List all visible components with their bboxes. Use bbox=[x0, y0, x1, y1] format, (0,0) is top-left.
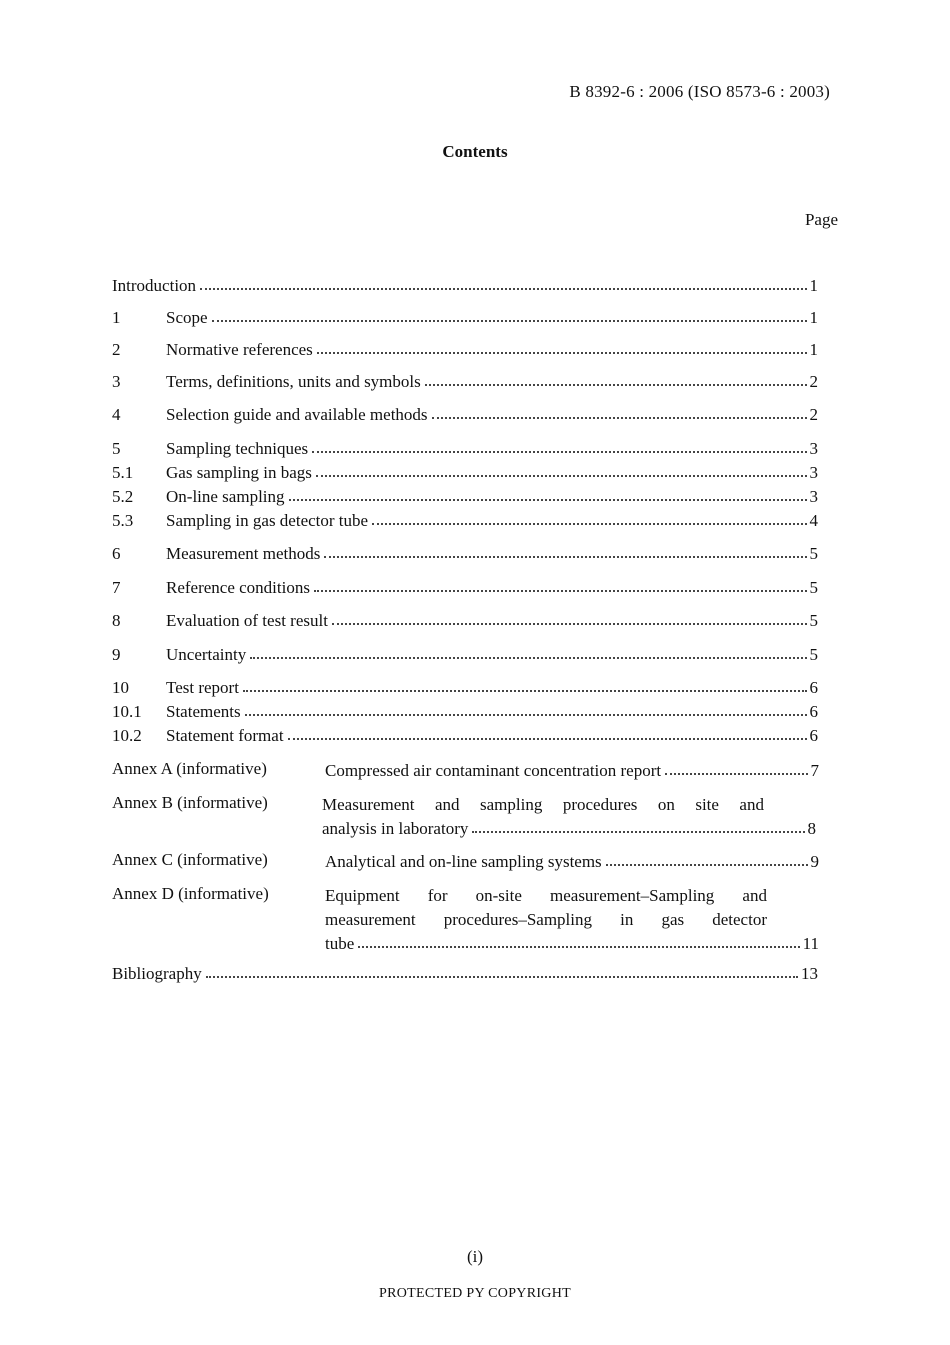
toc-entry-label: Sampling techniques bbox=[166, 439, 309, 458]
annex-title-line: analysis in laboratory bbox=[322, 819, 469, 838]
toc-entry-number: 10.1 bbox=[112, 702, 142, 721]
toc-entry[interactable] bbox=[112, 485, 818, 507]
annex-title bbox=[325, 882, 819, 954]
copyright-notice: PROTECTED PY COPYRIGHT bbox=[379, 1286, 571, 1301]
dot-leader bbox=[372, 523, 806, 525]
annex-title-word: site bbox=[695, 795, 719, 814]
toc-entry-number: 3 bbox=[112, 372, 121, 391]
annex-title-word: for bbox=[427, 886, 448, 905]
toc-entry-label: Statement format bbox=[166, 726, 284, 745]
annex-title-word: and bbox=[742, 886, 767, 905]
dot-leader bbox=[606, 864, 808, 866]
toc-entry-label: Normative references bbox=[166, 340, 313, 359]
annex-title-word: procedures bbox=[562, 795, 638, 814]
toc-entry-page: 3 bbox=[809, 439, 818, 458]
toc-entry-number: 1 bbox=[112, 308, 121, 327]
toc-entry[interactable] bbox=[112, 542, 818, 564]
dot-leader bbox=[200, 288, 806, 290]
dot-leader bbox=[250, 657, 806, 659]
annex-title-word: and bbox=[435, 795, 460, 814]
dot-leader bbox=[358, 946, 799, 948]
dot-leader bbox=[665, 773, 807, 775]
dot-leader bbox=[288, 738, 807, 740]
annex-page: 9 bbox=[810, 852, 819, 871]
toc-entry-number: 7 bbox=[112, 578, 121, 597]
toc-entry-label: Reference conditions bbox=[166, 578, 310, 597]
annex-title-word: gas bbox=[661, 910, 685, 929]
toc-entry[interactable] bbox=[112, 724, 818, 746]
toc-entry-number: 5.1 bbox=[112, 463, 134, 482]
bibliography-label: Bibliography bbox=[112, 964, 202, 983]
toc-entry-number: 9 bbox=[112, 645, 121, 664]
annex-title-word: and bbox=[739, 795, 764, 814]
page-number: (i) bbox=[466, 1247, 484, 1266]
toc-entry-label: Selection guide and available methods bbox=[166, 405, 428, 424]
toc-entry-page: 6 bbox=[809, 726, 818, 745]
toc-entry-number: 10.2 bbox=[112, 726, 142, 745]
toc-entry[interactable] bbox=[112, 306, 818, 328]
toc-entry[interactable] bbox=[112, 274, 818, 296]
document-id: B 8392-6 : 2006 (ISO 8573-6 : 2003) bbox=[569, 82, 830, 101]
annex-title-word: on-site bbox=[475, 886, 522, 905]
toc-entry-label: Measurement methods bbox=[166, 544, 321, 563]
toc-entry[interactable] bbox=[112, 461, 818, 483]
annex-title bbox=[322, 791, 816, 839]
toc-entry-page: 2 bbox=[809, 372, 818, 391]
annex-title-word: sampling bbox=[480, 795, 543, 814]
toc-entry-page: 5 bbox=[809, 578, 818, 597]
toc-entry-page: 6 bbox=[809, 702, 818, 721]
page-title: Contents bbox=[442, 142, 508, 161]
toc-entry-label: Sampling in gas detector tube bbox=[166, 511, 369, 530]
bibliography-page: 13 bbox=[801, 964, 818, 983]
toc-entry[interactable] bbox=[112, 643, 818, 665]
toc-entry-number: 2 bbox=[112, 340, 121, 359]
toc-entry-number: 8 bbox=[112, 611, 121, 630]
page-column-header: Page bbox=[804, 210, 838, 229]
annex-title-word: procedures–Sampling bbox=[443, 910, 592, 929]
annex-title-word: measurement–Sampling bbox=[550, 886, 715, 905]
annex-label: Annex C (informative) bbox=[112, 850, 268, 869]
toc-entry-label: On-line sampling bbox=[166, 487, 285, 506]
annex-label: Annex B (informative) bbox=[112, 793, 268, 812]
dot-leader bbox=[472, 831, 804, 833]
dot-leader bbox=[425, 384, 807, 386]
annex-title-line: Analytical and on-line sampling systems bbox=[325, 852, 602, 871]
annex-title-word: Equipment bbox=[325, 886, 400, 905]
toc-entry[interactable] bbox=[112, 576, 818, 598]
toc-entry-label: Evaluation of test result bbox=[166, 611, 328, 630]
annex-label: Annex A (informative) bbox=[112, 759, 267, 778]
dot-leader bbox=[314, 590, 807, 592]
annex-title-line: Compressed air contaminant concentration report bbox=[325, 761, 662, 780]
toc-entry-label: Introduction bbox=[112, 276, 197, 295]
annex-title-word: detector bbox=[712, 910, 767, 929]
toc-entry-label: Uncertainty bbox=[166, 645, 247, 664]
toc-entry-number: 6 bbox=[112, 544, 121, 563]
toc-entry[interactable] bbox=[112, 509, 818, 531]
annex-title bbox=[325, 848, 819, 872]
dot-leader bbox=[432, 417, 807, 419]
annex-label: Annex D (informative) bbox=[112, 884, 269, 903]
annex-title-line: tube bbox=[325, 934, 355, 953]
toc-entry-page: 6 bbox=[809, 678, 818, 697]
dot-leader bbox=[243, 690, 807, 692]
toc-entry[interactable] bbox=[112, 437, 818, 459]
dot-leader bbox=[317, 352, 807, 354]
toc-entry-page: 5 bbox=[809, 645, 818, 664]
toc-entry[interactable] bbox=[112, 609, 818, 631]
toc-entry[interactable] bbox=[112, 338, 818, 360]
toc-entry[interactable] bbox=[112, 700, 818, 722]
toc-entry-page: 3 bbox=[809, 463, 818, 482]
dot-leader bbox=[206, 976, 798, 978]
toc-entry-number: 5 bbox=[112, 439, 121, 458]
toc-entry-label: Gas sampling in bags bbox=[166, 463, 312, 482]
toc-entry-page: 1 bbox=[809, 340, 818, 359]
toc-entry[interactable] bbox=[112, 676, 818, 698]
annex-title-word: in bbox=[620, 910, 634, 929]
toc-bibliography[interactable] bbox=[112, 962, 818, 984]
toc-entry-page: 5 bbox=[809, 544, 818, 563]
annex-title-word: Measurement bbox=[322, 795, 415, 814]
dot-leader bbox=[212, 320, 807, 322]
annex-title bbox=[325, 757, 819, 781]
toc-entry-label: Terms, definitions, units and symbols bbox=[166, 372, 421, 391]
annex-page: 7 bbox=[810, 761, 819, 780]
annex-page: 8 bbox=[807, 819, 816, 838]
toc-entry-page: 1 bbox=[809, 308, 818, 327]
dot-leader bbox=[332, 623, 807, 625]
toc-entry-page: 4 bbox=[809, 511, 818, 530]
dot-leader bbox=[289, 499, 807, 501]
toc-entry-number: 5.3 bbox=[112, 511, 134, 530]
toc-entry-page: 2 bbox=[809, 405, 818, 424]
dot-leader bbox=[324, 556, 806, 558]
dot-leader bbox=[312, 451, 806, 453]
dot-leader bbox=[316, 475, 807, 477]
toc-entry[interactable] bbox=[112, 403, 818, 425]
toc-entry-label: Scope bbox=[166, 308, 208, 327]
toc-entry-label: Test report bbox=[166, 678, 239, 697]
toc-entry-page: 3 bbox=[809, 487, 818, 506]
toc-entry-number: 10 bbox=[112, 678, 129, 697]
dot-leader bbox=[245, 714, 807, 716]
toc-entry-label: Statements bbox=[166, 702, 241, 721]
toc-entry-number: 5.2 bbox=[112, 487, 134, 506]
annex-page: 11 bbox=[802, 934, 819, 953]
annex-title-word: on bbox=[657, 795, 675, 814]
toc-entry[interactable] bbox=[112, 370, 818, 392]
toc-entry-number: 4 bbox=[112, 405, 121, 424]
toc-entry-page: 5 bbox=[809, 611, 818, 630]
annex-title-word: measurement bbox=[325, 910, 416, 929]
toc-entry-page: 1 bbox=[809, 276, 818, 295]
